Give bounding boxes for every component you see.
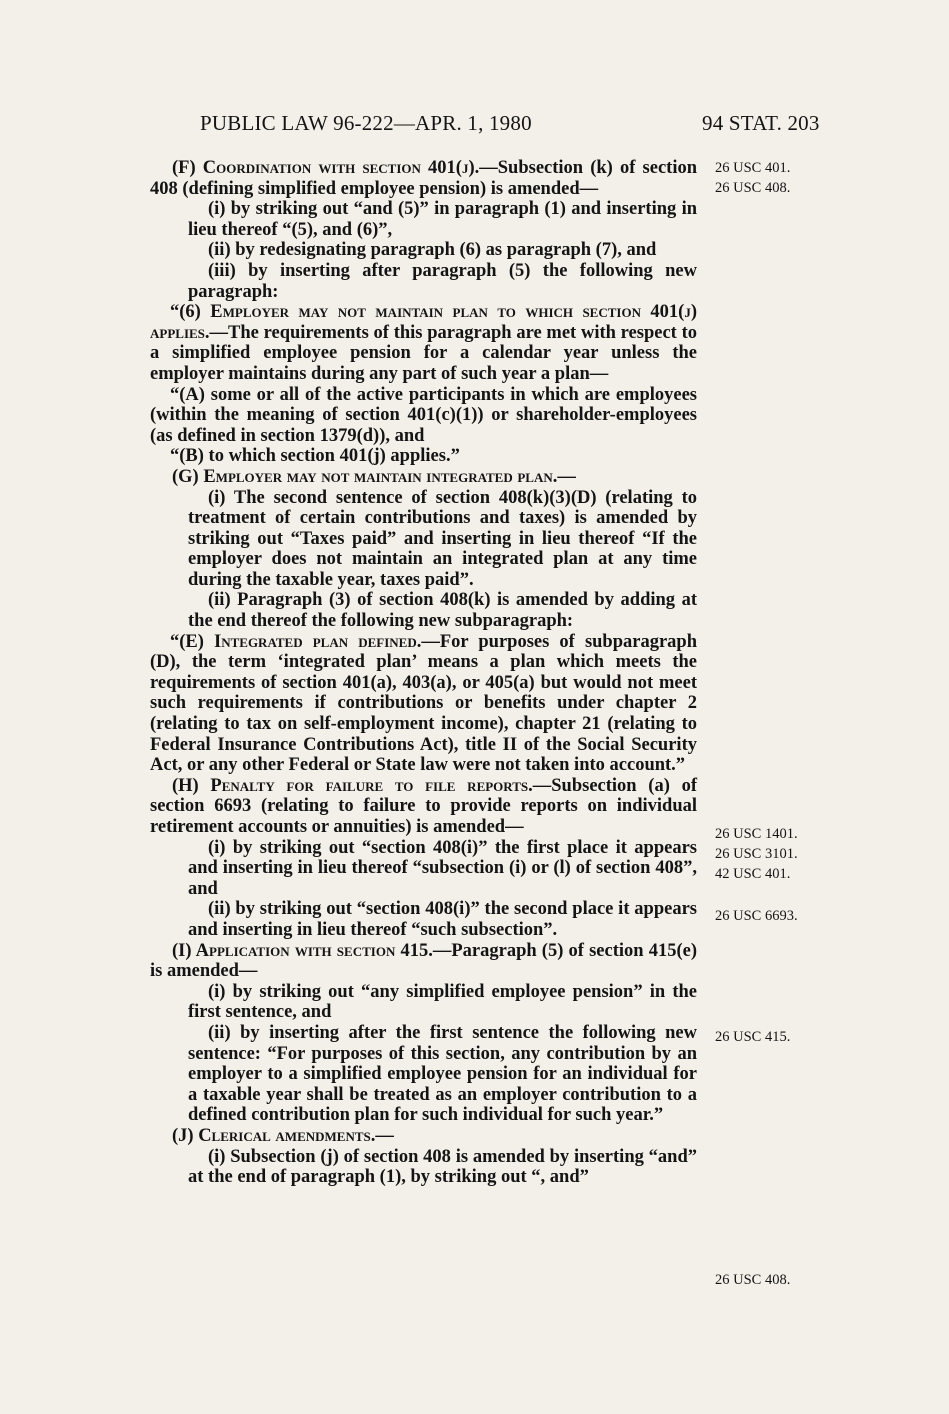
paragraph-caption: (F) Coordination with section 401(j).	[172, 158, 480, 178]
margin-citation: 26 USC 415.	[715, 1029, 791, 1045]
statute-paragraph	[150, 899, 697, 940]
statute-paragraph	[150, 982, 697, 1023]
paragraph-text: (ii) by inserting after the first sentence the following new sentence: “For purposes of this section, any contribution by an employer to a simplified employee pension for an individual for a taxable year shall be treated as an employer contribution to a defined contribution plan for such individual for such year.”	[188, 1022, 697, 1126]
running-head-title: PUBLIC LAW 96-222—APR. 1, 1980	[200, 111, 532, 135]
statute-paragraph	[150, 302, 697, 384]
paragraph-text: (ii) Paragraph (3) of section 408(k) is amended by adding at the end thereof the following new subparagraph:	[188, 590, 697, 632]
statute-paragraph	[150, 199, 697, 240]
paragraph-text: (ii) by striking out “section 408(i)” the second place it appears and inserting in lieu thereof “such subsection”.	[188, 899, 697, 940]
paragraph-text: (i) by striking out “any simplified employee pension” in the first sentence, and	[188, 981, 697, 1023]
statute-paragraph	[150, 261, 697, 302]
paragraph-text: (iii) by inserting after paragraph (5) the following new paragraph:	[188, 260, 697, 302]
paragraph-caption: “(E) Integrated plan defined.	[170, 631, 422, 652]
paragraph-text: —	[375, 1125, 394, 1146]
paragraph-caption: “(6) Employer may not maintain plan to which section 401(j) applies.	[150, 302, 697, 343]
margin-citation: 42 USC 401.	[715, 866, 791, 882]
running-head-page-number: 94 STAT. 203	[702, 111, 820, 135]
margin-citation: 26 USC 408.	[715, 1272, 791, 1288]
statute-paragraph	[150, 590, 697, 631]
paragraph-text: —Subsection (k) of section 408 (defining simplified employee pension) is amended—	[150, 158, 698, 199]
paragraph-text: —	[557, 466, 576, 487]
margin-citation: 26 USC 1401.	[715, 826, 798, 842]
statute-paragraph	[150, 467, 697, 488]
paragraph-text: —For purposes of subparagraph (D), the term ‘integrated plan’ means a plan which meets the requirements of section 401(a), 403(a), or 405(a) but would not meet such requirements if contributions or benefits under chapter 2 (relating to tax on self-employment income), chapter 21 (relating to Federal Insurance Contributions Act), title II of the Social Security Act, or any other Federal or State law were not taken into account.”	[150, 631, 698, 776]
statute-paragraph	[150, 240, 697, 261]
statute-paragraph	[150, 776, 697, 838]
paragraph-text: “(A) some or all of the active participants in which are employees (within the meaning of section 401(c)(1)) or shareholder-employees (as defined in section 1379(d)), and	[150, 384, 697, 446]
paragraph-text: —Paragraph (5) of section 415(e) is amended—	[150, 940, 697, 982]
paragraph-caption: (H) Penalty for failure to file reports.	[172, 775, 533, 796]
statute-paragraph	[150, 446, 697, 467]
statute-paragraph	[150, 158, 697, 199]
statute-paragraph	[150, 632, 697, 776]
margin-citation: 26 USC 6693.	[715, 908, 798, 924]
statute-paragraph	[150, 488, 697, 591]
paragraph-text: (i) Subsection (j) of section 408 is amended by inserting “and” at the end of paragraph (1), by striking out “, and”	[188, 1146, 697, 1188]
statute-paragraph	[150, 941, 697, 982]
paragraph-text: (i) by striking out “section 408(i)” the first place it appears and inserting in lieu thereof “subsection (i) or (l) of section 408”, and	[188, 837, 697, 899]
paragraph-text: “(B) to which section 401(j) applies.”	[170, 446, 460, 467]
statute-body	[150, 158, 697, 1188]
statute-paragraph	[150, 1023, 697, 1126]
paragraph-caption: (I) Application with section 415.	[172, 940, 433, 961]
margin-citation: 26 USC 408.	[715, 180, 791, 196]
margin-citation: 26 USC 3101.	[715, 846, 798, 862]
paragraph-text: —The requirements of this paragraph are met with respect to a simplified employee pension for a calendar year unless the employer maintains during any part of such year a plan—	[150, 322, 697, 384]
statute-paragraph	[150, 1147, 697, 1188]
paragraph-text: (i) The second sentence of section 408(k)(3)(D) (relating to treatment of certain contributions and taxes) is amended by striking out “Taxes paid” and inserting in lieu thereof “If the employer does not maintain an integrated plan at any time during the taxable year, taxes paid”.	[188, 487, 697, 590]
statute-paragraph	[150, 1126, 697, 1147]
paragraph-text: (i) by striking out “and (5)” in paragraph (1) and inserting in lieu thereof “(5), and (6)”,	[188, 199, 697, 240]
paragraph-caption: (G) Employer may not maintain integrated plan.	[172, 466, 558, 487]
statute-paragraph	[150, 385, 697, 447]
margin-citation: 26 USC 401.	[715, 160, 791, 176]
statute-paragraph	[150, 838, 697, 900]
paragraph-text: (ii) by redesignating paragraph (6) as paragraph (7), and	[208, 240, 657, 261]
paragraph-text: —Subsection (a) of section 6693 (relating to failure to provide reports on individual retirement accounts or annuities) is amended—	[150, 775, 697, 837]
paragraph-caption: (J) Clerical amendments.	[172, 1125, 376, 1146]
